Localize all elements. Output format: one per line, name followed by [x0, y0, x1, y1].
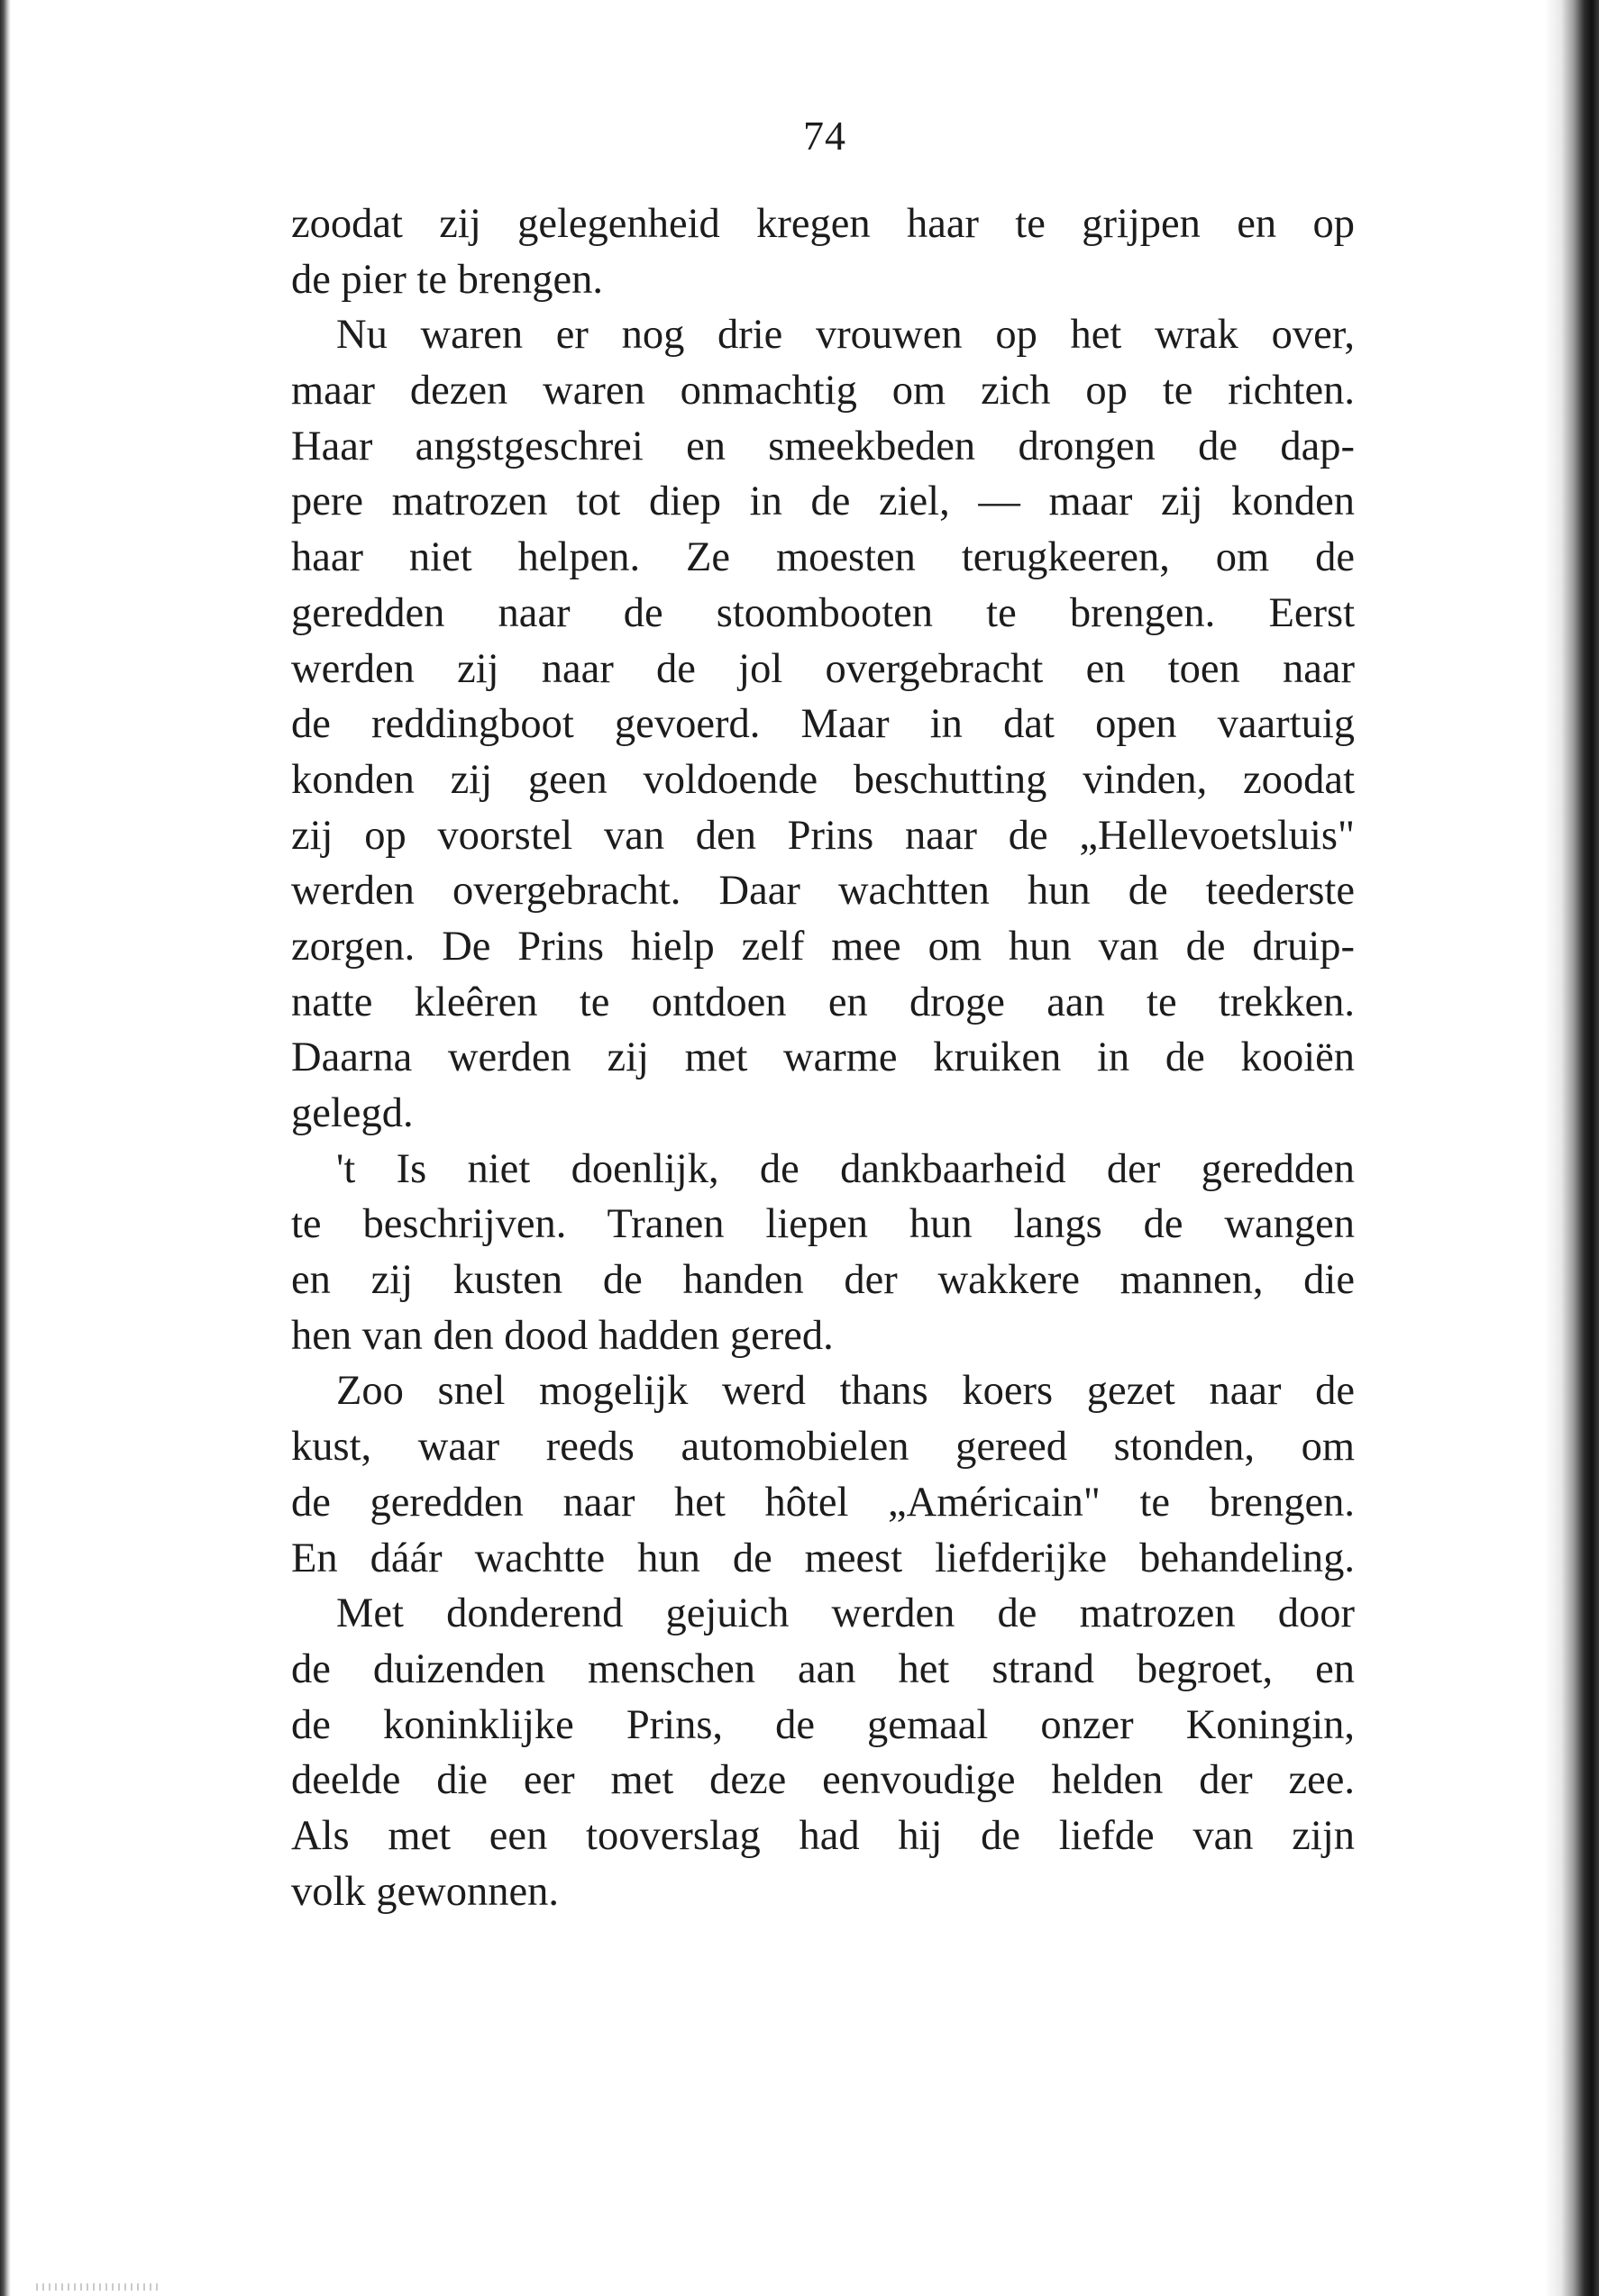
text-line: pere matrozen tot diep in de ziel, — maar zij konden	[291, 478, 1355, 525]
text-line: de reddingboot gevoerd. Maar in dat open vaartuig	[291, 701, 1355, 748]
text-line: werden zij naar de jol overgebracht en toen naar	[291, 645, 1355, 692]
text-line: Haar angstgeschrei en smeekbeden drongen de dap-	[291, 423, 1355, 469]
text-line: Daarna werden zij met warme kruiken in de kooiën	[291, 1034, 1355, 1081]
scan-edge-left	[0, 0, 11, 2296]
scan-speckle	[36, 2283, 162, 2291]
text-line: natte kleêren te ontdoen en droge aan te trekken.	[291, 979, 1355, 1025]
text-line: kust, waar reeds automobielen gereed stonden, om	[291, 1424, 1355, 1471]
text-line: volk gewonnen.	[291, 1868, 560, 1915]
page-number: 74	[803, 113, 846, 159]
text-line: zij op voorstel van den Prins naar de „Hellevoetsluis"	[291, 812, 1355, 859]
text-line: gelegd.	[291, 1090, 414, 1136]
text-line: Zoo snel mogelijk werd thans koers gezet naar de	[336, 1368, 1355, 1415]
text-line: 't Is niet doenlijk, de dankbaarheid der geredden	[336, 1145, 1355, 1192]
text-line: hen van den dood hadden gered.	[291, 1312, 834, 1359]
text-line: Nu waren er nog drie vrouwen op het wrak over,	[336, 312, 1355, 359]
text-line: de geredden naar het hôtel „Américain" te brengen.	[291, 1479, 1355, 1526]
text-line: deelde die eer met deze eenvoudige helden der zee.	[291, 1757, 1355, 1804]
text-line: konden zij geen voldoende beschutting vinden, zoodat	[291, 756, 1355, 803]
text-line: Met donderend gejuich werden de matrozen door	[336, 1590, 1355, 1637]
text-line: de koninklijke Prins, de gemaal onzer Koningin,	[291, 1701, 1355, 1748]
text-line: Als met een tooverslag had hij de liefde van zijn	[291, 1812, 1355, 1859]
body-text	[291, 196, 1355, 1919]
text-line: haar niet helpen. Ze moesten terugkeeren, om de	[291, 534, 1355, 581]
text-line: En dáár wachtte hun de meest liefderijke behandeling.	[291, 1535, 1355, 1581]
text-line: zorgen. De Prins hielp zelf mee om hun van de druip-	[291, 923, 1355, 970]
text-line: maar dezen waren onmachtig om zich op te richten.	[291, 368, 1355, 415]
text-line: zoodat zij gelegenheid kregen haar te grijpen en op	[291, 201, 1355, 247]
text-line: de duizenden menschen aan het strand begroet, en	[291, 1645, 1355, 1692]
text-line: te beschrijven. Tranen liepen hun langs de wangen	[291, 1201, 1355, 1248]
text-line: werden overgebracht. Daar wachtten hun de teederste	[291, 868, 1355, 915]
text-line: en zij kusten de handen der wakkere mannen, die	[291, 1257, 1355, 1304]
text-line: geredden naar de stoombooten te brengen. Eerst	[291, 589, 1355, 636]
scan-edge-right	[1545, 0, 1599, 2296]
text-line: de pier te brengen.	[291, 256, 604, 303]
